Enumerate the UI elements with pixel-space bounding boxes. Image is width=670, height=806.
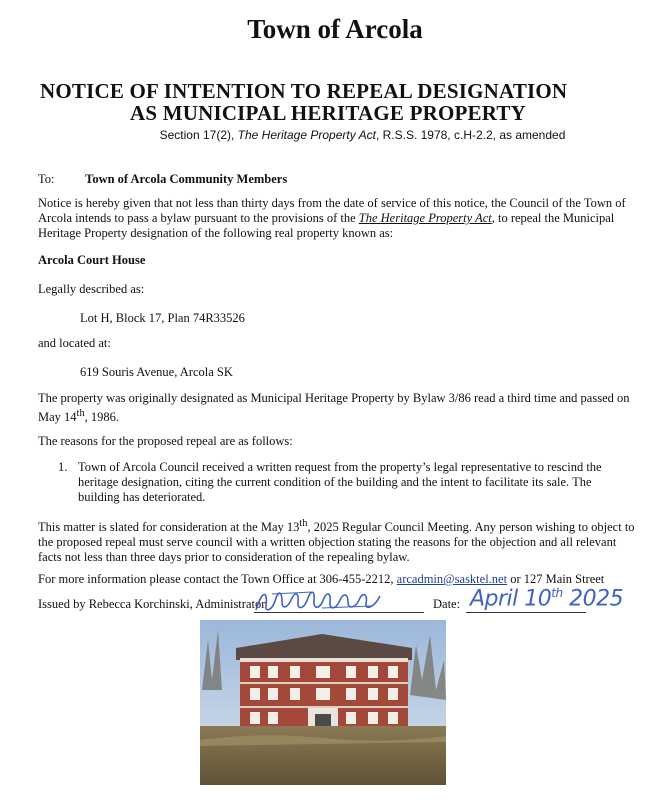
notice-title-line-1: NOTICE OF INTENTION TO REPEAL DESIGNATION [40,79,568,103]
notice-title [40,80,567,124]
contact-text-1: For more information please contact the Town Office at 306-455-2212, [38,572,397,586]
contact-line [38,572,648,587]
courthouse-photo [200,620,446,785]
section-prefix: Section 17(2), [159,128,238,142]
designation-text-2: , 1986. [84,410,120,425]
meeting-paragraph [38,516,642,565]
location-label: and located at: [38,336,111,350]
town-title: Town of Arcola [247,14,423,44]
reason-text: Town of Arcola Council received a written request from the property’s legal representative to rescind the heritage designation, citing the current condition of the building and the intent to facilitate its sale. The building has deteriorated. [78,460,602,504]
intro-act-name: The Heritage Property Act [358,211,492,225]
reason-number: 1. [58,460,68,474]
date-label: Date: [433,597,461,611]
intro-text-1: Notice is hereby given that not less than thirty days from the date of service of this notice, the Council of the Town of Arcola intends to pass a bylaw pursuant to the provisions of the [38,196,626,225]
reason-item [58,460,636,505]
signature-scribble [252,586,392,616]
meeting-ordinal: th [299,518,308,529]
handwritten-date [470,586,623,611]
to-recipients: Town of Arcola Community Members [85,172,288,186]
date-line [466,612,586,613]
designation-ordinal: th [76,408,85,419]
date-year: 2025 [569,586,624,612]
to-label: To: [38,172,55,186]
reasons-label: The reasons for the proposed repeal are as follows: [38,434,293,448]
issued-by: Issued by Rebecca Korchinski, Administrator [38,597,266,611]
section-reference [0,128,670,142]
contact-text-2: or 127 Main Street [507,572,605,586]
meeting-text-1: This matter is slated for consideration at the May 13 [38,520,300,535]
section-act-name: The Heritage Property Act [237,128,376,142]
email-link[interactable]: arcadmin@sasktel.net [396,572,508,586]
notice-title-line-2: AS MUNICIPAL HERITAGE PROPERTY [130,101,526,125]
date-ordinal: th [551,586,563,600]
section-suffix: , R.S.S. 1978, c.H-2.2, as amended [375,128,566,142]
intro-paragraph [38,196,642,241]
legal-description-value: Lot H, Block 17, Plan 74R33526 [80,311,245,325]
intro-text-2: , to repeal the Municipal Heritage Property designation of the following real property known as: [38,211,615,240]
legal-description-label: Legally described as: [38,282,145,296]
designation-text-1: The property was originally designated as Municipal Heritage Property by Bylaw 3/86 read a third time and passed on May 14 [38,391,630,425]
to-line [38,172,287,187]
property-name: Arcola Court House [38,253,146,267]
meeting-text-2: , 2025 Regular Council Meeting. Any person wishing to object to the proposed repeal must serve council with a written objection stating the reasons for the objection and all relevant facts not less than three days prior to consideration of the repealing bylaw. [38,520,635,565]
date-month-day: April 10 [470,586,552,612]
location-value: 619 Souris Avenue, Arcola SK [80,365,233,379]
designation-paragraph [38,391,642,425]
